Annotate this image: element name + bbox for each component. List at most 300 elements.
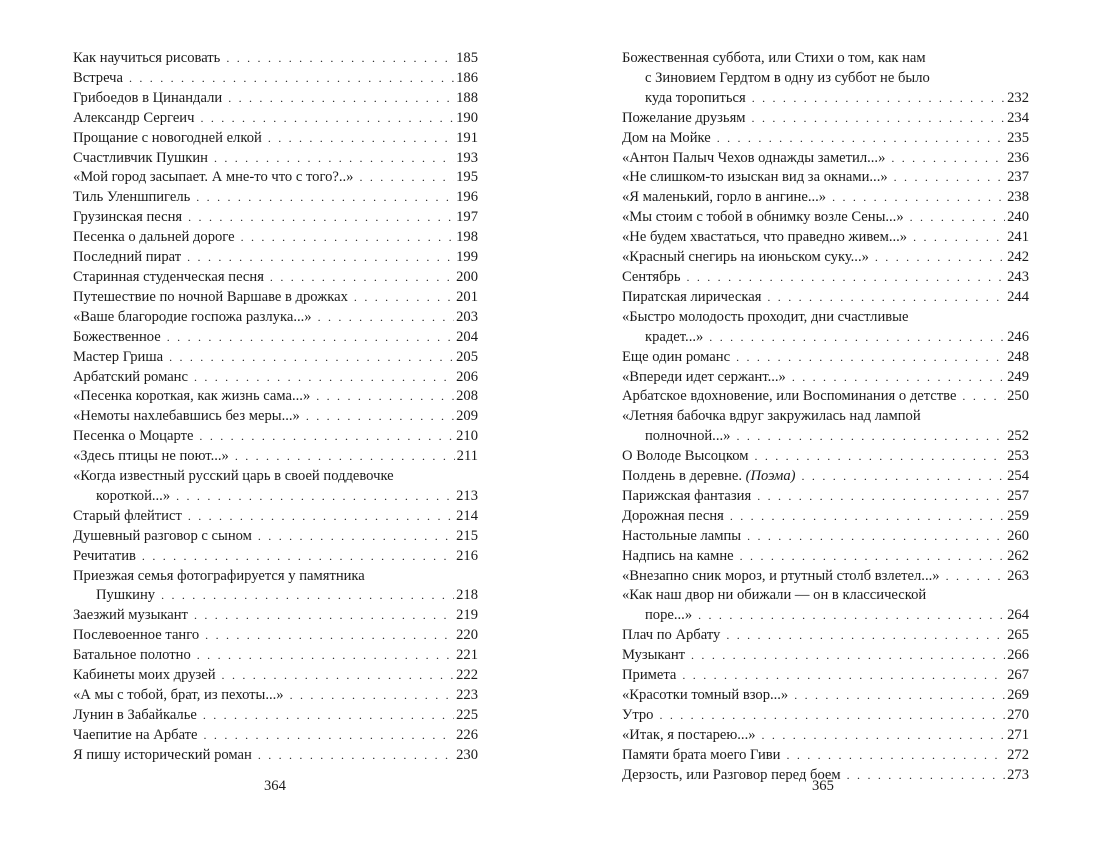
toc-entry (73, 69, 478, 89)
toc-page-number: 252 (1007, 428, 1029, 445)
toc-page-number: 254 (1007, 468, 1029, 485)
toc-page-number: 270 (1007, 706, 1029, 723)
toc-entry (73, 407, 478, 427)
toc-entry-title: «А мы с тобой, брат, из пехоты...» (73, 687, 284, 703)
toc-entry-continuation (622, 89, 1029, 109)
toc-entry (622, 447, 1029, 467)
toc-entry-title: Путешествие по ночной Варшаве в дрожках (73, 288, 348, 305)
dot-leader (962, 387, 1005, 407)
toc-page-number: 230 (456, 746, 478, 763)
toc-entry-line (73, 328, 478, 348)
dot-leader (894, 168, 1005, 188)
toc-page-number: 267 (1007, 667, 1029, 684)
dot-leader (747, 527, 1005, 547)
toc-entry-title: Встреча (73, 69, 123, 86)
toc-entry-line (622, 626, 1029, 646)
toc-entry-title: Божественная суббота, или Стихи о том, как нам (622, 50, 926, 66)
toc-entry-title: «Ваше благородие госпожа разлука...» (73, 308, 312, 325)
toc-entry-title: Мастер Гриша (73, 348, 164, 365)
toc-entry (622, 268, 1029, 288)
dot-leader (129, 69, 454, 89)
toc-page-number: 236 (1007, 149, 1029, 166)
toc-entry-line (622, 49, 1029, 69)
dot-leader (682, 666, 1005, 686)
toc-entry-title: «Немоты нахлебавшись без меры...» (73, 408, 300, 425)
dot-leader (891, 149, 1005, 169)
toc-entry (73, 208, 478, 228)
toc-entry-continuation (622, 69, 1029, 89)
toc-entry (622, 248, 1029, 268)
toc-entry-line (622, 407, 1029, 427)
toc-entry-title: Утро (622, 706, 654, 723)
toc-entry (622, 507, 1029, 527)
toc-entry-title: Речитатив (73, 547, 136, 564)
dot-leader (194, 606, 454, 626)
toc-entry (73, 427, 478, 447)
toc-page-number: 197 (456, 209, 478, 226)
toc-entry-line (73, 49, 478, 69)
toc-page-number: 241 (1007, 229, 1029, 246)
toc-entry-title: Пушкину (96, 587, 156, 604)
toc-entry (73, 368, 478, 388)
toc-entry-line (73, 507, 478, 527)
toc-entry-line (73, 69, 478, 89)
toc-page-number: 238 (1007, 189, 1029, 206)
toc-entry-title: Я пишу исторический роман (73, 746, 252, 763)
dot-leader (730, 507, 1005, 527)
toc-entry-title: «Мой город засыпает. А мне-то что с того?..» (73, 169, 354, 186)
toc-entry (73, 308, 478, 328)
toc-entry-title: Сентябрь (622, 268, 681, 285)
dot-leader (946, 567, 1006, 587)
toc-entry (622, 129, 1029, 149)
toc-entry-line (622, 188, 1029, 208)
toc-entry-line (622, 248, 1029, 268)
toc-page-number: 206 (456, 368, 478, 385)
dot-leader (197, 646, 454, 666)
toc-entry (622, 547, 1029, 567)
toc-entry-title: «Мы стоим с тобой в обнимку возле Сены...» (622, 209, 904, 226)
toc-entry-line (73, 646, 478, 666)
dot-leader (802, 467, 1006, 487)
toc-page-number: 205 (456, 348, 478, 365)
toc-entry (622, 228, 1029, 248)
toc-page-number: 190 (456, 109, 478, 126)
toc-entry (622, 626, 1029, 646)
toc-entry-line (73, 706, 478, 726)
toc-entry-line (622, 228, 1029, 248)
toc-entry (622, 49, 1029, 109)
toc-page-number: 244 (1007, 288, 1029, 305)
toc-entry-title: Счастливчик Пушкин (73, 149, 208, 166)
toc-entry (73, 746, 478, 766)
toc-entry (622, 168, 1029, 188)
dot-leader (205, 626, 454, 646)
toc-page-number: 209 (456, 408, 478, 425)
toc-entry (73, 447, 478, 467)
dot-leader (176, 487, 454, 507)
toc-entry-line (73, 288, 478, 308)
toc-entry-title: крадет...» (645, 328, 704, 345)
toc-entry-line (622, 168, 1029, 188)
dot-leader (792, 368, 1005, 388)
toc-entry-line (73, 348, 478, 368)
toc-entry-line (622, 308, 1029, 328)
toc-entry (73, 168, 478, 188)
toc-entry (622, 586, 1029, 626)
toc-entry-title: Арбатский романс (73, 368, 188, 385)
toc-entry-line (73, 387, 478, 407)
toc-page-number: 204 (456, 328, 478, 345)
toc-entry-title: Песенка о дальней дороге (73, 229, 235, 246)
toc-entry-line (622, 288, 1029, 308)
dot-leader (757, 487, 1005, 507)
dot-leader (686, 268, 1005, 288)
toc-page-number: 213 (456, 487, 478, 504)
toc-page-number: 199 (456, 249, 478, 266)
toc-page-number: 246 (1007, 328, 1029, 345)
dot-leader (354, 288, 454, 308)
toc-entry (622, 348, 1029, 368)
toc-entry (622, 208, 1029, 228)
toc-entry-line (73, 168, 478, 188)
toc-entry-title: Настольные лампы (622, 527, 742, 544)
toc-entry-title: Пожелание друзьям (622, 109, 746, 126)
toc-list-right (622, 49, 1029, 786)
toc-entry-title: Грузинская песня (73, 209, 183, 226)
toc-page-number: 210 (456, 428, 478, 445)
toc-list-left (73, 49, 478, 766)
toc-entry (73, 547, 478, 567)
toc-page-number: 269 (1007, 687, 1029, 703)
toc-entry (73, 49, 478, 69)
toc-page-number: 266 (1007, 647, 1029, 664)
toc-entry-title: Чаепитие на Арбате (73, 726, 198, 743)
toc-entry-line (622, 726, 1029, 746)
toc-entry-title: Тиль Уленшпигель (73, 189, 191, 206)
toc-entry-title: Александр Сергеич (73, 109, 195, 126)
toc-entry-title: «Антон Палыч Чехов однажды заметил...» (622, 149, 886, 166)
toc-page-number: 222 (456, 667, 478, 684)
toc-page-number: 272 (1007, 746, 1029, 763)
toc-page-number: 200 (456, 268, 478, 285)
toc-entry-line (73, 188, 478, 208)
toc-entry-title: Прощание с новогодней елкой (73, 129, 262, 146)
toc-entry-title: «Быстро молодость проходит, дни счастливые (622, 308, 909, 325)
toc-entry-line (622, 666, 1029, 686)
toc-entry (622, 467, 1029, 487)
toc-entry (622, 646, 1029, 666)
toc-page-number: 221 (456, 647, 478, 664)
toc-entry (622, 368, 1029, 388)
dot-leader (847, 766, 1005, 786)
toc-entry-title: Примета (622, 667, 677, 684)
toc-entry-title: Батальное полотно (73, 647, 191, 664)
toc-entry-line (622, 586, 1029, 606)
toc-page-number: 188 (456, 89, 478, 106)
dot-leader (142, 547, 454, 567)
toc-entry-title: полночной...» (645, 428, 731, 445)
toc-entry-continuation (622, 427, 1029, 447)
toc-entry-title: «Песенка короткая, как жизнь сама...» (73, 388, 311, 405)
toc-page-number: 220 (456, 627, 478, 644)
dot-leader (762, 726, 1006, 746)
toc-entry-line (73, 686, 478, 706)
dot-leader (736, 427, 1005, 447)
dot-leader (196, 188, 454, 208)
toc-entry-line (622, 527, 1029, 547)
toc-entry (622, 686, 1029, 706)
dot-leader (187, 248, 454, 268)
toc-entry-line (73, 407, 478, 427)
toc-entry-line (622, 368, 1029, 388)
toc-entry-title: «Как наш двор ни обижали — он в классической (622, 587, 927, 604)
toc-page-number: 186 (456, 69, 478, 86)
dot-leader (316, 387, 454, 407)
toc-entry (73, 248, 478, 268)
toc-entry-title: Кабинеты моих друзей (73, 667, 216, 684)
toc-entry (73, 507, 478, 527)
dot-leader (161, 586, 454, 606)
toc-entry-title: Музыкант (622, 647, 686, 664)
toc-page-number: 253 (1007, 448, 1029, 465)
toc-entry (622, 387, 1029, 407)
toc-entry (73, 726, 478, 746)
toc-entry-line (73, 626, 478, 646)
dot-leader (222, 666, 455, 686)
toc-entry-line (73, 308, 478, 328)
toc-entry (73, 606, 478, 626)
toc-entry (622, 407, 1029, 447)
toc-entry (73, 228, 478, 248)
toc-entry (73, 626, 478, 646)
toc-entry-note: (Поэма) (745, 468, 796, 485)
toc-entry-title: «Когда известный русский царь в своей поддевочке (73, 468, 394, 485)
toc-page-number: 263 (1007, 567, 1029, 584)
toc-entry-title: Дорожная песня (622, 507, 724, 524)
toc-page-number: 211 (456, 448, 478, 465)
toc-entry-title: Надпись на камне (622, 547, 734, 564)
toc-page-number: 218 (456, 587, 478, 604)
toc-entry-line (73, 666, 478, 686)
dot-leader (214, 149, 454, 169)
toc-entry-title: Еще один романс (622, 348, 731, 365)
toc-page-number: 249 (1007, 368, 1029, 385)
toc-entry (622, 188, 1029, 208)
dot-leader (794, 686, 1005, 706)
toc-entry-title: Старинная студенческая песня (73, 268, 264, 285)
toc-page-number: 219 (456, 607, 478, 624)
toc-entry-line (73, 726, 478, 746)
toc-entry-line (73, 527, 478, 547)
toc-entry-title: Дерзость, или Разговор перед боем (622, 766, 841, 783)
toc-entry (73, 706, 478, 726)
toc-page-number: 185 (456, 50, 478, 66)
toc-entry (622, 308, 1029, 348)
toc-entry (73, 288, 478, 308)
toc-entry (73, 666, 478, 686)
toc-entry-title: «Я маленький, горло в ангине...» (622, 189, 827, 206)
toc-page-number: 232 (1007, 89, 1029, 106)
toc-entry-title: Приезжая семья фотографируется у памятника (73, 567, 365, 584)
toc-entry (73, 149, 478, 169)
dot-leader (169, 348, 454, 368)
dot-leader (306, 407, 454, 427)
toc-entry-title: Дом на Мойке (622, 129, 711, 146)
dot-leader (268, 129, 454, 149)
toc-entry-line (622, 129, 1029, 149)
toc-entry-title: О Володе Высоцком (622, 448, 749, 465)
toc-entry-title: Душевный разговор с сыном (73, 527, 252, 544)
toc-entry-line (622, 109, 1029, 129)
toc-entry-title: «Итак, я постарею...» (622, 726, 756, 743)
toc-entry-title: с Зиновием Гердтом в одну из суббот не было (645, 69, 930, 86)
toc-entry (73, 686, 478, 706)
toc-entry-line (73, 228, 478, 248)
toc-page-number: 240 (1007, 209, 1029, 226)
toc-entry-line (622, 348, 1029, 368)
toc-entry-line (73, 109, 478, 129)
left-page (73, 49, 478, 766)
toc-entry-line (622, 387, 1029, 407)
dot-leader (698, 606, 1005, 626)
toc-entry-line (73, 89, 478, 109)
toc-entry-line (73, 447, 478, 467)
dot-leader (194, 368, 454, 388)
toc-page-number: 201 (456, 288, 478, 305)
toc-page-number: 273 (1007, 766, 1029, 783)
dot-leader (754, 447, 1005, 467)
toc-page-number: 198 (456, 229, 478, 246)
dot-leader (736, 348, 1005, 368)
dot-leader (204, 726, 455, 746)
toc-entry-title: короткой...» (96, 487, 171, 504)
toc-entry (622, 527, 1029, 547)
toc-entry-line (73, 208, 478, 228)
dot-leader (203, 706, 454, 726)
toc-page-number: 262 (1007, 547, 1029, 564)
toc-entry-title: «Внезапно сник мороз, и ртутный столб взлетел...» (622, 567, 940, 584)
toc-entry-title: Плач по Арбату (622, 627, 721, 644)
toc-entry (73, 328, 478, 348)
dot-leader (910, 208, 1005, 228)
dot-leader (875, 248, 1005, 268)
toc-entry (622, 567, 1029, 587)
dot-leader (767, 288, 1005, 308)
dot-leader (188, 208, 454, 228)
toc-page-number: 196 (456, 189, 478, 206)
dot-leader (318, 308, 455, 328)
dot-leader (226, 49, 454, 69)
toc-entry-title: «Красотки томный взор...» (622, 687, 789, 703)
toc-entry-line (73, 547, 478, 567)
toc-page-number: 264 (1007, 607, 1029, 624)
toc-entry-line (622, 149, 1029, 169)
dot-leader (709, 328, 1005, 348)
toc-page-number: 243 (1007, 268, 1029, 285)
toc-page-number: 237 (1007, 169, 1029, 186)
right-page (622, 49, 1029, 786)
toc-entry-title: Заезжий музыкант (73, 607, 188, 624)
dot-leader (691, 646, 1005, 666)
dot-leader (167, 328, 454, 348)
toc-entry-line (73, 248, 478, 268)
toc-entry (622, 149, 1029, 169)
toc-entry (622, 109, 1029, 129)
dot-leader (241, 228, 455, 248)
toc-entry (73, 89, 478, 109)
dot-leader (913, 228, 1005, 248)
toc-entry-line (622, 447, 1029, 467)
toc-entry-line (622, 706, 1029, 726)
toc-page-number: 226 (456, 726, 478, 743)
toc-page-number: 235 (1007, 129, 1029, 146)
toc-page-number: 260 (1007, 527, 1029, 544)
toc-entry (73, 646, 478, 666)
dot-leader (258, 746, 454, 766)
toc-entry-line (622, 547, 1029, 567)
toc-entry-line (73, 606, 478, 626)
toc-entry (622, 706, 1029, 726)
dot-leader (752, 89, 1005, 109)
dot-leader (235, 447, 455, 467)
toc-entry-line (622, 567, 1029, 587)
dot-leader (717, 129, 1005, 149)
dot-leader (228, 89, 454, 109)
toc-entry-title: Как научиться рисовать (73, 50, 221, 66)
toc-entry (622, 666, 1029, 686)
toc-entry (73, 109, 478, 129)
toc-entry-title: Парижская фантазия (622, 487, 752, 504)
toc-entry-line (73, 129, 478, 149)
page-number-right: 365 (812, 778, 834, 794)
toc-entry-line (622, 208, 1029, 228)
toc-entry (73, 348, 478, 368)
dot-leader (786, 746, 1005, 766)
toc-page-number: 271 (1007, 726, 1029, 743)
toc-entry-title: Последний пират (73, 249, 182, 266)
toc-entry (73, 268, 478, 288)
dot-leader (270, 268, 454, 288)
toc-page-number: 215 (456, 527, 478, 544)
dot-leader (752, 109, 1006, 129)
dot-leader (359, 168, 454, 188)
toc-page-number: 225 (456, 706, 478, 723)
toc-entry (73, 527, 478, 547)
dot-leader (200, 109, 454, 129)
toc-entry (622, 487, 1029, 507)
dot-leader (258, 527, 454, 547)
toc-page-number: 193 (456, 149, 478, 166)
toc-entry-line (73, 467, 478, 487)
toc-entry-title: Полдень в деревне. (622, 468, 742, 485)
toc-entry (622, 746, 1029, 766)
toc-entry-title: поре...» (645, 607, 693, 624)
dot-leader (832, 188, 1005, 208)
toc-entry-continuation (73, 586, 478, 606)
dot-leader (726, 626, 1005, 646)
toc-entry (73, 567, 478, 607)
toc-page-number: 259 (1007, 507, 1029, 524)
dot-leader (659, 706, 1005, 726)
toc-entry-line (622, 746, 1029, 766)
toc-entry-line (73, 746, 478, 766)
toc-entry-title: Божественное (73, 328, 161, 345)
toc-entry (73, 467, 478, 507)
toc-entry-title: «Красный снегирь на июньском суку...» (622, 249, 869, 266)
toc-entry-title: «Здесь птицы не поют...» (73, 448, 229, 465)
toc-page-number: 265 (1007, 627, 1029, 644)
